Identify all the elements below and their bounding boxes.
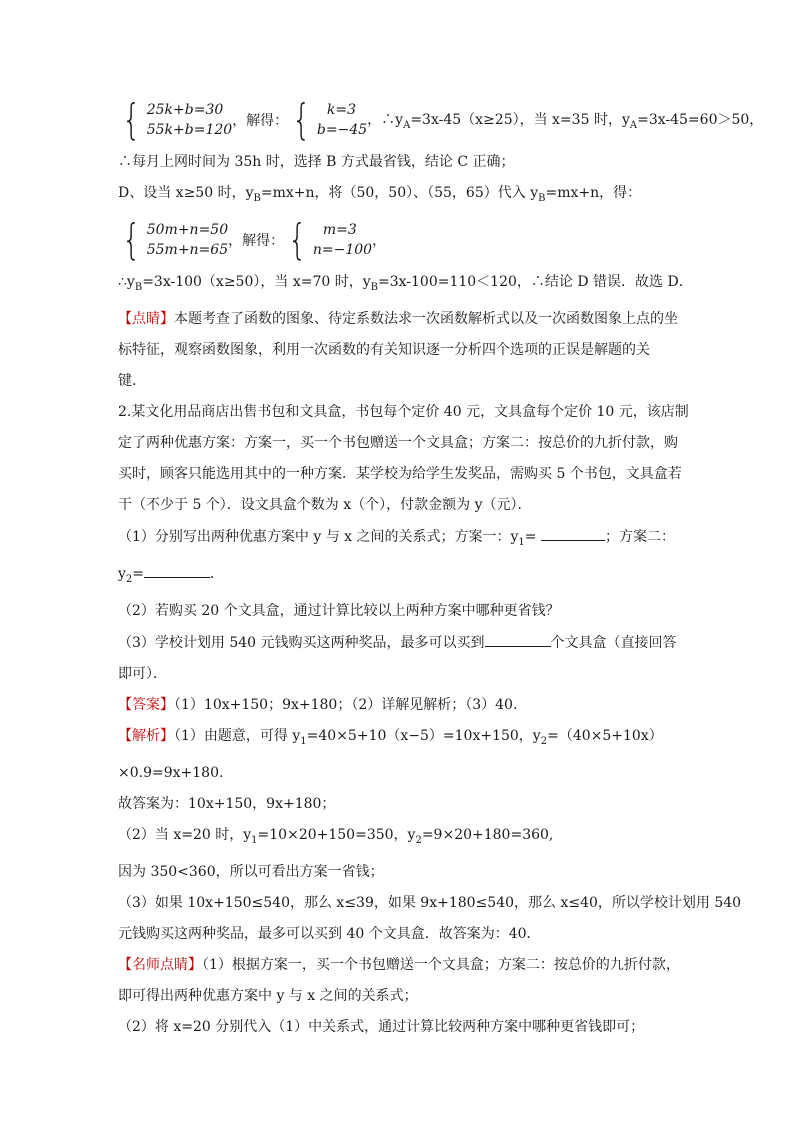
left-brace: { bbox=[288, 214, 307, 264]
analysis-line-5: 因为 350<360，所以可看出方案一省钱； bbox=[118, 863, 384, 880]
solve-label: ，解得： bbox=[232, 113, 289, 129]
answer-blank bbox=[541, 526, 605, 541]
analysis-line-2: ×0.9=9x+180. bbox=[118, 764, 224, 781]
solution: n=−100 bbox=[312, 241, 373, 258]
tip-line-2: 标特征，观察函数图象，利用一次函数的有关知识逐一分析四个选项的正误是解题的关 bbox=[118, 341, 650, 358]
answer-tag: 【答案】 bbox=[118, 697, 174, 714]
equation-system-2 bbox=[118, 214, 698, 264]
left-brace: { bbox=[122, 95, 141, 144]
conclusion-d: $\therefore y_B=3x-100(x\ge 50)$，当 x=70 时，$y_B=3x-100=110<120$，∴结论 D 错误．故选 D． bbox=[118, 273, 693, 293]
solution-pair bbox=[317, 100, 367, 140]
conclusion-c: ∴每月上网时间为 35h 时，选择 B 方式最省钱，结论 C 正确； bbox=[118, 154, 515, 170]
analysis-line-4: （2）当 x=20 时，$y_1=10\times 20+150=350$，$y_2=9\times 20+180=360$, bbox=[118, 826, 554, 846]
analysis-line-7: 元钱购买这两种奖品，最多可以买到 40 个文具盒．故答案为：40． bbox=[118, 925, 541, 942]
tip-tag: 【点睛】 bbox=[118, 310, 174, 327]
solution-pair bbox=[313, 220, 372, 260]
equation: 25k+b=30 bbox=[146, 102, 224, 118]
equation: 55m+n=65 bbox=[146, 241, 229, 258]
answer-blank bbox=[485, 632, 551, 647]
question-2-line-1: 2.某文化用品商店出售书包和文具盒，书包每个定价 40 元，文具盒每个定价 10 元，该店制 bbox=[118, 403, 689, 420]
solution: b=−45 bbox=[316, 122, 368, 138]
solution-tail: ， bbox=[372, 232, 387, 249]
solve-label: ，解得： bbox=[228, 232, 285, 249]
solution: k=3 bbox=[326, 102, 357, 118]
question-2-part-1-cont: $y_2=$ ． bbox=[118, 563, 698, 590]
answer-line: 【答案】（1）10x+150；9x+180；（2）详解见解析；（3）40. bbox=[118, 697, 518, 714]
teacher-tip-line-1: 【名师点睛】（1）根据方案一，买一个书包赠送一个文具盒；方案二：按总价的九折付款， bbox=[118, 956, 680, 973]
equation: 50m+n=50 bbox=[146, 221, 229, 238]
tip-line-1: 【点睛】本题考查了函数的图象、待定系数法求一次函数解析式以及一次函数图象上点的坐 bbox=[118, 310, 678, 327]
question-2-part-1: （1）分别写出两种优惠方案中 y 与 x 之间的关系式；方案一：$y_1=$ ；方案二： bbox=[118, 526, 698, 553]
question-2-part-3-cont: 即可）． bbox=[118, 666, 167, 683]
left-brace: { bbox=[122, 214, 141, 264]
answer-blank bbox=[144, 563, 210, 578]
question-2-line-3: 买时，顾客只能选用其中的一种方案．某学校为给学生发奖品，需购买 5 个书包，文具盒若 bbox=[118, 465, 682, 482]
analysis-tag: 【解析】 bbox=[118, 728, 174, 745]
solution-tail: ，$\therefore y_A=3x-45(x\ge 25)$，当 x=35 时，$y_A=3x-45=60>50$， bbox=[367, 112, 764, 131]
question-2-part-3: （3）学校计划用 540 元钱购买这两种奖品，最多可以买到 个文具盒（直接回答 bbox=[118, 632, 698, 653]
equation: 55k+b=120 bbox=[146, 122, 233, 138]
solution: m=3 bbox=[322, 221, 357, 238]
analysis-line-3: 故答案为：10x+150，9x+180； bbox=[118, 795, 336, 812]
teacher-tip-tag: 【名师点睛】 bbox=[118, 956, 202, 973]
document-page bbox=[118, 95, 764, 1048]
teacher-tip-line-3: （2）将 x=20 分别代入（1）中关系式，通过计算比较两种方案中哪种更省钱即可； bbox=[118, 1018, 645, 1035]
equation-pair bbox=[147, 220, 228, 260]
question-2-line-2: 定了两种优惠方案：方案一，买一个书包赠送一个文具盒；方案二：按总价的九折付款，购 bbox=[118, 434, 678, 451]
analysis-line-1: 【解析】（1）由题意，可得 $y_1=40\times 5+10(x-5)=10x+150$，$y_2=(40\times 5+10x)$ bbox=[118, 728, 663, 747]
teacher-tip-line-2: 即可得出两种优惠方案中 y 与 x 之间的关系式； bbox=[118, 987, 418, 1004]
analysis-line-6: （3）如果 10x+150≤540，那么 x≤39，如果 9x+180≤540，那么 x≤40，所以学校计划用 540 bbox=[118, 894, 742, 911]
question-2-line-4: 干（不少于 5 个）．设文具盒个数为 x（个），付款金额为 y（元）． bbox=[118, 496, 532, 513]
left-brace: { bbox=[292, 95, 311, 144]
option-d-setup: D、设当 x≥50 时，$y_B=mx+n$，将（50，50）、（55，65）代入 $y_B=mx+n$，得： bbox=[118, 185, 642, 204]
tip-line-3: 键． bbox=[118, 372, 146, 389]
equation-system-1 bbox=[118, 95, 764, 144]
equation-pair bbox=[147, 100, 232, 140]
question-2-part-2: （2）若购买 20 个文具盒，通过计算比较以上两种方案中哪种更省钱？ bbox=[118, 603, 560, 620]
